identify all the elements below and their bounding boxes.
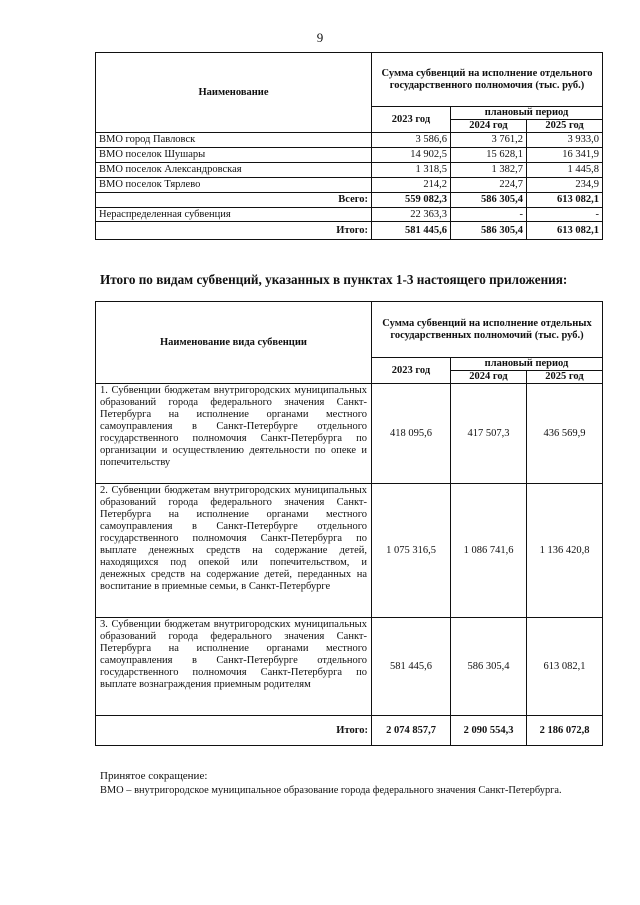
- unallocated-2023: 22 363,3: [372, 208, 451, 222]
- value-2023: 1 075 316,5: [372, 484, 451, 618]
- total-label: Всего:: [96, 193, 372, 208]
- table-row: [96, 384, 603, 484]
- col-header-2024: 2024 год: [451, 120, 527, 133]
- grand-total-2023: 581 445,6: [372, 222, 451, 240]
- col-header-planned: плановый период: [451, 358, 603, 371]
- table-row: [96, 148, 603, 163]
- value-2024: 3 761,2: [451, 133, 527, 148]
- table-row: [96, 178, 603, 193]
- table-row: [96, 484, 603, 618]
- grand-total-2025: 2 186 072,8: [527, 716, 603, 746]
- total-2024: 586 305,4: [451, 193, 527, 208]
- total-2023: 559 082,3: [372, 193, 451, 208]
- total-row: [96, 193, 603, 208]
- table-row: [96, 618, 603, 716]
- value-2024: 224,7: [451, 178, 527, 193]
- value-2025: 3 933,0: [527, 133, 603, 148]
- value-2023: 1 318,5: [372, 163, 451, 178]
- table-row: [96, 163, 603, 178]
- table-row: [96, 133, 603, 148]
- grand-total-row: [96, 716, 603, 746]
- row-name: ВМО поселок Александровская: [96, 163, 372, 178]
- value-2025: 436 569,9: [527, 384, 603, 484]
- subsidy-by-type-table: [95, 301, 603, 746]
- value-2023: 14 902,5: [372, 148, 451, 163]
- col-header-sum: Сумма субвенций на исполнение отдельных государственных полномочий (тыс. руб.): [372, 302, 603, 358]
- page-number: 9: [316, 30, 324, 45]
- grand-total-label: Итого:: [96, 222, 372, 240]
- col-header-2023: 2023 год: [372, 358, 451, 384]
- grand-total-row: [96, 222, 603, 240]
- subsidy-by-municipality-table: [95, 52, 603, 240]
- col-header-planned: плановый период: [451, 107, 603, 120]
- col-header-sum: Сумма субвенций на исполнение отдельного государственного полномочия (тыс. руб.): [372, 53, 603, 107]
- section-heading: Итого по видам субвенций, указанных в пунктах 1-3 настоящего приложения:: [100, 272, 568, 287]
- grand-total-label: Итого:: [96, 716, 372, 746]
- unallocated-2024: -: [451, 208, 527, 222]
- value-2025: 234,9: [527, 178, 603, 193]
- value-2024: 15 628,1: [451, 148, 527, 163]
- col-header-type-name: Наименование вида субвенции: [96, 302, 372, 384]
- grand-total-2025: 613 082,1: [527, 222, 603, 240]
- col-header-2025: 2025 год: [527, 120, 603, 133]
- footnote-text: ВМО – внутригородское муниципальное образование города федерального значения Санкт-Петербурга.: [100, 785, 562, 796]
- col-header-2023: 2023 год: [372, 107, 451, 133]
- value-2024: 586 305,4: [451, 618, 527, 716]
- subsidy-type-description: 3. Субвенции бюджетам внутригородских муниципальных образований города федерального значения Санкт-Петербурга на исполнение органами местного самоуправления в Санкт-Петербурге отдельного государственного полномочия Санкт-Петербурга по выплате вознаграждения приемным родителям: [96, 618, 372, 716]
- value-2025: 1 445,8: [527, 163, 603, 178]
- value-2024: 417 507,3: [451, 384, 527, 484]
- subsidy-type-description: 1. Субвенции бюджетам внутригородских муниципальных образований города федерального значения Санкт-Петербурга на исполнение органами местного самоуправления в Санкт-Петербурге отдельного государственного полномочия Санкт-Петербурга по организации и осуществлению деятельности по опеке и попечительству: [96, 384, 372, 484]
- col-header-2025: 2025 год: [527, 371, 603, 384]
- col-header-2024: 2024 год: [451, 371, 527, 384]
- unallocated-2025: -: [527, 208, 603, 222]
- grand-total-2024: 2 090 554,3: [451, 716, 527, 746]
- col-header-name: Наименование: [96, 53, 372, 133]
- value-2024: 1 382,7: [451, 163, 527, 178]
- value-2025: 16 341,9: [527, 148, 603, 163]
- grand-total-2023: 2 074 857,7: [372, 716, 451, 746]
- value-2023: 214,2: [372, 178, 451, 193]
- subsidy-type-description: 2. Субвенции бюджетам внутригородских муниципальных образований города федерального значения Санкт-Петербурга на исполнение органами местного самоуправления в Санкт-Петербурге отдельного государственного полномочия Санкт-Петербурга по выплате денежных средств на содержание детей, находящихся под опекой или попечительством, и денежных средств на содержание детей, переданных на воспитание в приемные семьи, в Санкт-Петербурге: [96, 484, 372, 618]
- unallocated-row: [96, 208, 603, 222]
- row-name: ВМО город Павловск: [96, 133, 372, 148]
- value-2025: 613 082,1: [527, 618, 603, 716]
- footnote-title: Принятое сокращение:: [100, 770, 208, 782]
- value-2024: 1 086 741,6: [451, 484, 527, 618]
- grand-total-2024: 586 305,4: [451, 222, 527, 240]
- value-2023: 3 586,6: [372, 133, 451, 148]
- value-2023: 581 445,6: [372, 618, 451, 716]
- row-name: ВМО поселок Тярлево: [96, 178, 372, 193]
- unallocated-name: Нераспределенная субвенция: [96, 208, 372, 222]
- value-2023: 418 095,6: [372, 384, 451, 484]
- value-2025: 1 136 420,8: [527, 484, 603, 618]
- total-2025: 613 082,1: [527, 193, 603, 208]
- row-name: ВМО поселок Шушары: [96, 148, 372, 163]
